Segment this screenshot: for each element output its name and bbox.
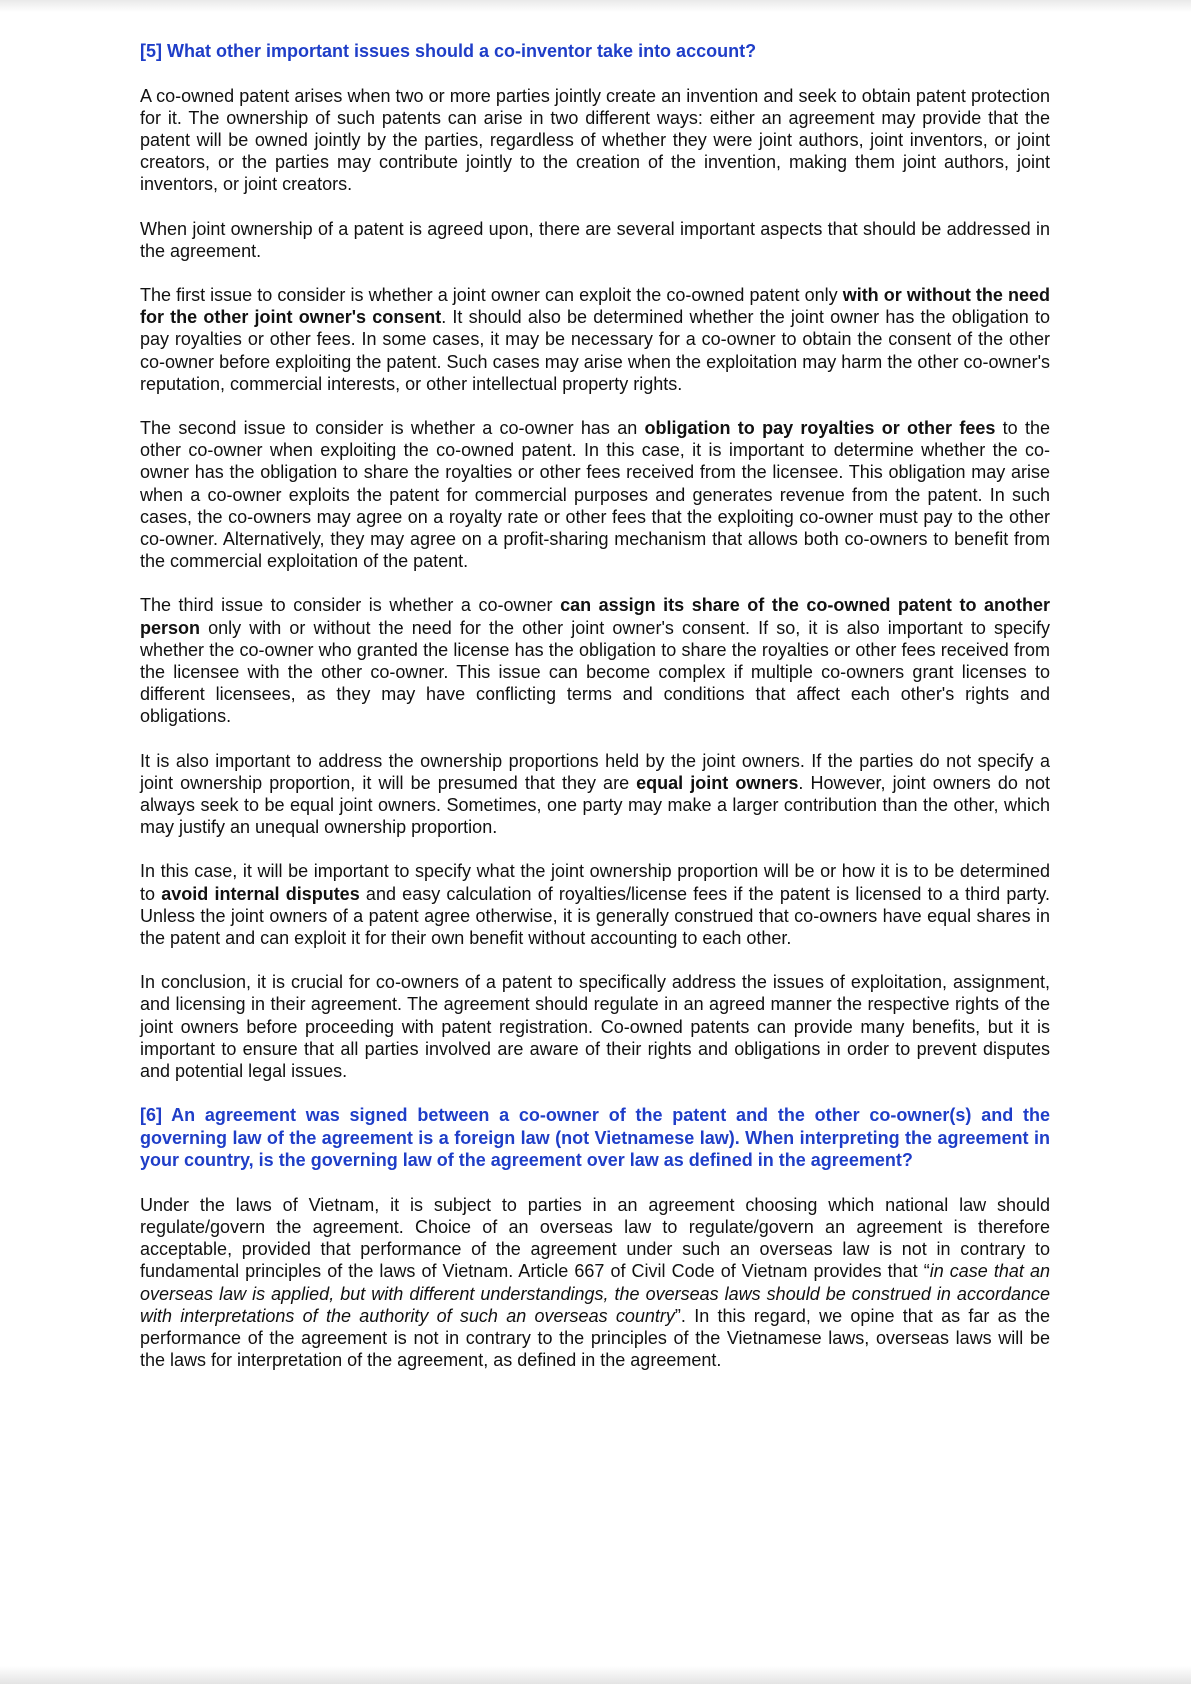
section-6-paragraph-1 bbox=[140, 1194, 1050, 1372]
section-6-heading: [6] An agreement was signed between a co-owner of the patent and the other co-owner(s) and the governing law of the agreement is a foreign law (not Vietnamese law). When interpreting the agreement in your country, is the governing law of the agreement over law as defined in the agreement? bbox=[140, 1105, 1050, 1171]
bold-phrase: can assign its share of the co-owned patent to another person bbox=[140, 595, 1050, 638]
bold-phrase: with or without the need for the other joint owner's consent bbox=[140, 284, 1050, 328]
page-top-shadow bbox=[0, 0, 1191, 12]
text-run: It is also important to address the ownership proportions held by the joint owners. If the parties do not specify a joint ownership proportion, it will be presumed that they are bbox=[140, 750, 1050, 793]
text-run: ”. In this regard, we opine that as far as the performance of the agreement is not in contrary to the principles of the Vietnamese laws, overseas laws will be the laws for interpretation of the agreement, as defined in the agreement. bbox=[140, 1305, 1051, 1371]
section-5-paragraph-1: A co-owned patent arises when two or more parties jointly create an invention and seek to obtain patent protection for it. The ownership of such patents can arise in two different ways: either an agreement may provide that the patent will be owned jointly by the parties, regardless of whether they were joint authors, joint inventors, or joint creators, or the parties may contribute jointly to the creation of the invention, making them joint authors, joint inventors, or joint creators. bbox=[140, 85, 1050, 195]
section-5-paragraph-2: When joint ownership of a patent is agreed upon, there are several important aspects that should be addressed in the agreement. bbox=[140, 218, 1050, 261]
section-5-heading: [5] What other important issues should a co-inventor take into account? bbox=[140, 41, 757, 61]
section-5-paragraph-4 bbox=[140, 417, 1050, 572]
section-5-paragraph-5 bbox=[140, 594, 1050, 727]
bold-phrase: obligation to pay royalties or other fees bbox=[644, 417, 996, 438]
section-5-paragraph-7 bbox=[140, 860, 1050, 949]
section-5-paragraph-8: In conclusion, it is crucial for co-owners of a patent to specifically address the issues of exploitation, assignment, and licensing in their agreement. The agreement should regulate in an agreed manner the respective rights of the joint owners before proceeding with patent registration. Co-owned patents can provide many benefits, but it is important to ensure that all parties involved are aware of their rights and obligations in order to prevent disputes and potential legal issues. bbox=[140, 972, 1050, 1082]
text-run: Under the laws of Vietnam, it is subject to parties in an agreement choosing which national law should regulate/govern the agreement. Choice of an overseas law to regulate/govern an agreement is therefore acceptable, provided that performance of the agreement under such an overseas law is not in contrary to fundamental principles of the laws of Vietnam. Article 667 of Civil Code of Vietnam provides that “ bbox=[140, 1194, 1050, 1282]
text-run: . It should also be determined whether the joint owner has the obligation to pay royalties or other fees. In some cases, it may be necessary for a co-owner to obtain the consent of the other co-owner before exploiting the patent. Such cases may arise when the exploitation may harm the other co-owner's reputation, commercial interests, or other intellectual property rights. bbox=[140, 307, 1050, 394]
text-run: to the other co-owner when exploiting the co-owned patent. In this case, it is important to determine whether the co-owner has the obligation to share the royalties or other fees received from the licensee. This obligation may arise when a co-owner exploits the patent for commercial purposes and generates revenue from the patent. In such cases, the co-owners may agree on a royalty rate or other fees that the exploiting co-owner must pay to the other co-owner. Alternatively, they may agree on a profit-sharing mechanism that allows both co-owners to benefit from the commercial exploitation of the patent. bbox=[140, 417, 1050, 572]
bold-phrase: avoid internal disputes bbox=[161, 883, 360, 904]
bold-phrase: equal joint owners bbox=[636, 772, 799, 793]
text-run: only with or without the need for the other joint owner's consent. If so, it is also important to specify whether the co-owner who granted the license has the obligation to share the royalties or other fees received from the licensee with the other co-owner. This issue can become complex if multiple co-owners grant licenses to different licensees, as they may have conflicting terms and conditions that affect each other's rights and obligations. bbox=[140, 617, 1050, 727]
section-5-paragraph-3 bbox=[140, 284, 1050, 395]
text-run: In this case, it will be important to specify what the joint ownership proportion will be or how it is to be determined to bbox=[140, 861, 1050, 904]
text-run: and easy calculation of royalties/license fees if the patent is licensed to a third party. Unless the joint owners of a patent agree otherwise, it is generally construed that co-owners have equal shares in the patent and can exploit it for their own benefit without accounting to each other. bbox=[140, 883, 1050, 948]
text-run: The first issue to consider is whether a joint owner can exploit the co-owned patent only bbox=[140, 284, 843, 305]
text-run: . However, joint owners do not always seek to be equal joint owners. Sometimes, one party may make a larger contribution than the other, which may justify an unequal ownership proportion. bbox=[140, 772, 1050, 838]
italic-quote: in case that an overseas law is applied, but with different understandings, the overseas laws should be construed in accordance with interpretations of the authority of such an overseas country bbox=[140, 1261, 1050, 1326]
page-bottom-shadow bbox=[0, 1666, 1191, 1684]
text-run: The second issue to consider is whether a co-owner has an bbox=[140, 417, 645, 438]
text-run: The third issue to consider is whether a co-owner bbox=[140, 595, 561, 616]
document-page bbox=[140, 40, 1050, 1393]
section-5-paragraph-6 bbox=[140, 750, 1050, 839]
